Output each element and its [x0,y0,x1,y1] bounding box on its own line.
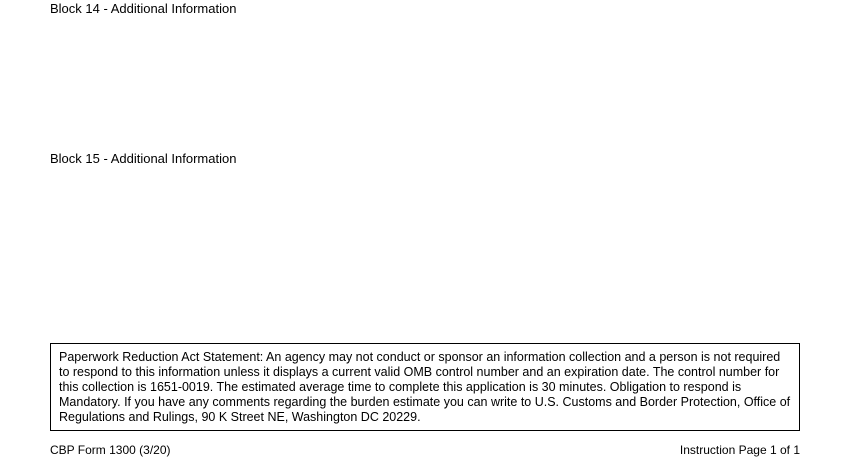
page-footer [50,443,800,457]
block-15-content-field[interactable] [50,170,800,335]
block-14-label: Block 14 - Additional Information [50,1,237,16]
block-15-label: Block 15 - Additional Information [50,151,237,166]
page-number: Instruction Page 1 of 1 [679,443,800,457]
paperwork-reduction-act-statement: Paperwork Reduction Act Statement: An agency may not conduct or sponsor an information collection and a person is not required to respond to this information unless it displays a current valid OMB control number and an expiration date. The control number for this collection is 1651-0019. The estimated average time to complete this application is 30 minutes. Obligation to respond is Mandatory. If you have any comments regarding the burden estimate you can write to U.S. Customs and Border Protection, Office of Regulations and Rulings, 90 K Street NE, Washington DC 20229. [50,343,800,431]
block-14-content-field[interactable] [50,20,800,145]
form-number: CBP Form 1300 (3/20) [50,443,171,457]
